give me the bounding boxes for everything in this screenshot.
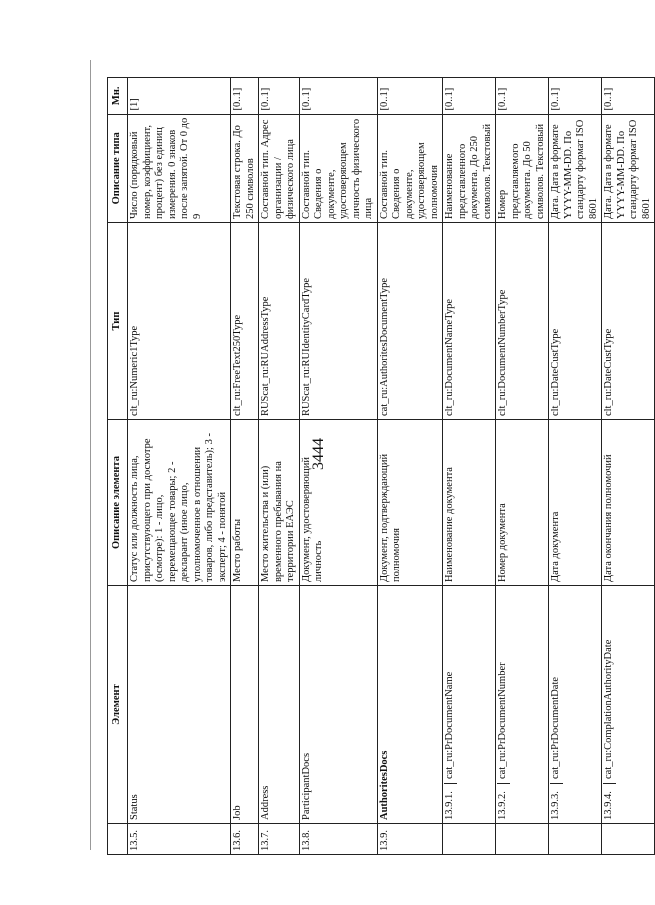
row-type: clt_ru:Numeric1Type [128,223,231,420]
table-row [377,78,443,855]
table-row [496,78,549,855]
row-type: clt_ru:DateCustType [549,223,602,420]
row-type-description: Составной тип. Сведения о документе, удостоверяющем полномочия [377,114,443,222]
row-number [443,824,496,855]
row-element [496,586,549,824]
row-element [128,586,231,824]
row-type: RUScat_ru:RUAddressType [259,223,300,420]
row-description: Документ, удостоверяющий личность [299,420,377,586]
row-element-name: Address [260,785,271,821]
table-row [259,78,300,855]
row-multiplicity: [0..1] [443,78,496,115]
row-type-description: Составной тип. Сведения о документе, удостоверяющем личность физического лица [299,114,377,222]
row-number [496,824,549,855]
page-left-edge [90,60,91,850]
row-type: clt_ru:DateCustType [602,223,655,420]
table-row [128,78,231,855]
row-type-description: Дата. Дата в формате YYYY-MM-DD. По стандарту формат ISO 8601 [549,114,602,222]
row-number [602,824,655,855]
row-element-name: cat_ru:PrDocumentDate [550,676,561,780]
row-element-name: AuthoritesDocs [378,750,390,821]
row-type: clt_ru:FreeText250Type [231,223,259,420]
spec-table [107,77,655,855]
table-row [231,78,259,855]
row-multiplicity: [0..1] [602,78,655,115]
row-sub-number: 13.9.4. [603,783,616,820]
row-multiplicity: [0..1] [259,78,300,115]
row-type-description: Наименование представленного документа. До 250 символов. Текстовый [443,114,496,222]
row-sub-number: 13.9.2. [497,783,510,820]
row-element-name: cat_ru:PrDocumentName [444,671,455,780]
row-type-description: Составной тип. Адрес организации / физического лица [259,114,300,222]
header-multiplicity: Мн. [108,78,128,115]
row-element [231,586,259,824]
row-element [549,586,602,824]
row-element [259,586,300,824]
row-description: Место работы [231,420,259,586]
row-element-name: Status [129,794,140,821]
row-number: 13.9. [377,824,443,855]
header-num [108,824,128,855]
row-element [377,586,443,824]
row-sub-number: 13.9.1. [444,783,457,820]
row-type: clt_ru:DocumentNumberType [496,223,549,420]
table-row [299,78,377,855]
row-number: 13.6. [231,824,259,855]
row-multiplicity: [0..1] [496,78,549,115]
row-number: 13.7. [259,824,300,855]
row-multiplicity: [0..1] [377,78,443,115]
row-description: Наименование документа [443,420,496,586]
table-row [443,78,496,855]
row-number: 13.8. [299,824,377,855]
row-type-description: Дата. Дата в формате YYYY-MM-DD. По стандарту формат ISO 8601 [602,114,655,222]
row-multiplicity: [0..1] [549,78,602,115]
row-type-description: Текстовая строка. До 250 символов [231,114,259,222]
header-element: Элемент [108,586,128,824]
row-description: Номер документа [496,420,549,586]
header-description: Описание элемента [108,420,128,586]
row-element-name: Job [232,805,243,821]
rotated-table-wrapper [107,77,652,855]
row-sub-number: 13.9.3. [550,783,563,820]
row-description: Дата документа [549,420,602,586]
row-multiplicity: [0..1] [299,78,377,115]
row-number: 13.5. [128,824,231,855]
row-element-name: cat_ru:PrDocumentNumber [497,662,508,780]
row-element-name: cat_ru:ComplationAuthorityDate [603,639,614,780]
page-number: 3444 [310,438,327,470]
row-type-description: Номер представляемого документа. До 50 символов. Текстовый [496,114,549,222]
row-number [549,824,602,855]
header-type: Тип [108,223,128,420]
row-description: Статус или должность лица, присутствующего при досмотре (осмотре): 1 - лицо, перемещающее товары; 2 - декларант (иное лицо, уполномоченное в отношении товаров, либо представитель); 3 - эксперт; 4 - понятой [128,420,231,586]
row-multiplicity: [1] [128,78,231,115]
row-element [602,586,655,824]
row-type: clt_ru:DocumentNameType [443,223,496,420]
row-element-name: ParticipantDocs [300,752,312,821]
row-description: Место жительства и (или) временного пребывания на территории ЕАЭС [259,420,300,586]
row-type-description: Число (порядковый номер, коэффициент, процент) без единиц измерения. 0 знаков после запятой. От 0 до 9 [128,114,231,222]
row-description: Дата окончания полномочий [602,420,655,586]
row-type: RUScat_ru:RUIdentityCardType [299,223,377,420]
row-element [443,586,496,824]
header-type-description: Описание типа [108,114,128,222]
row-multiplicity: [0..1] [231,78,259,115]
table-header-row [108,78,128,855]
table-row [602,78,655,855]
row-description: Документ, подтверждающий полномочия [377,420,443,586]
row-type: cat_ru:AuthoritesDocumentType [377,223,443,420]
row-element [299,586,377,824]
table-row [549,78,602,855]
